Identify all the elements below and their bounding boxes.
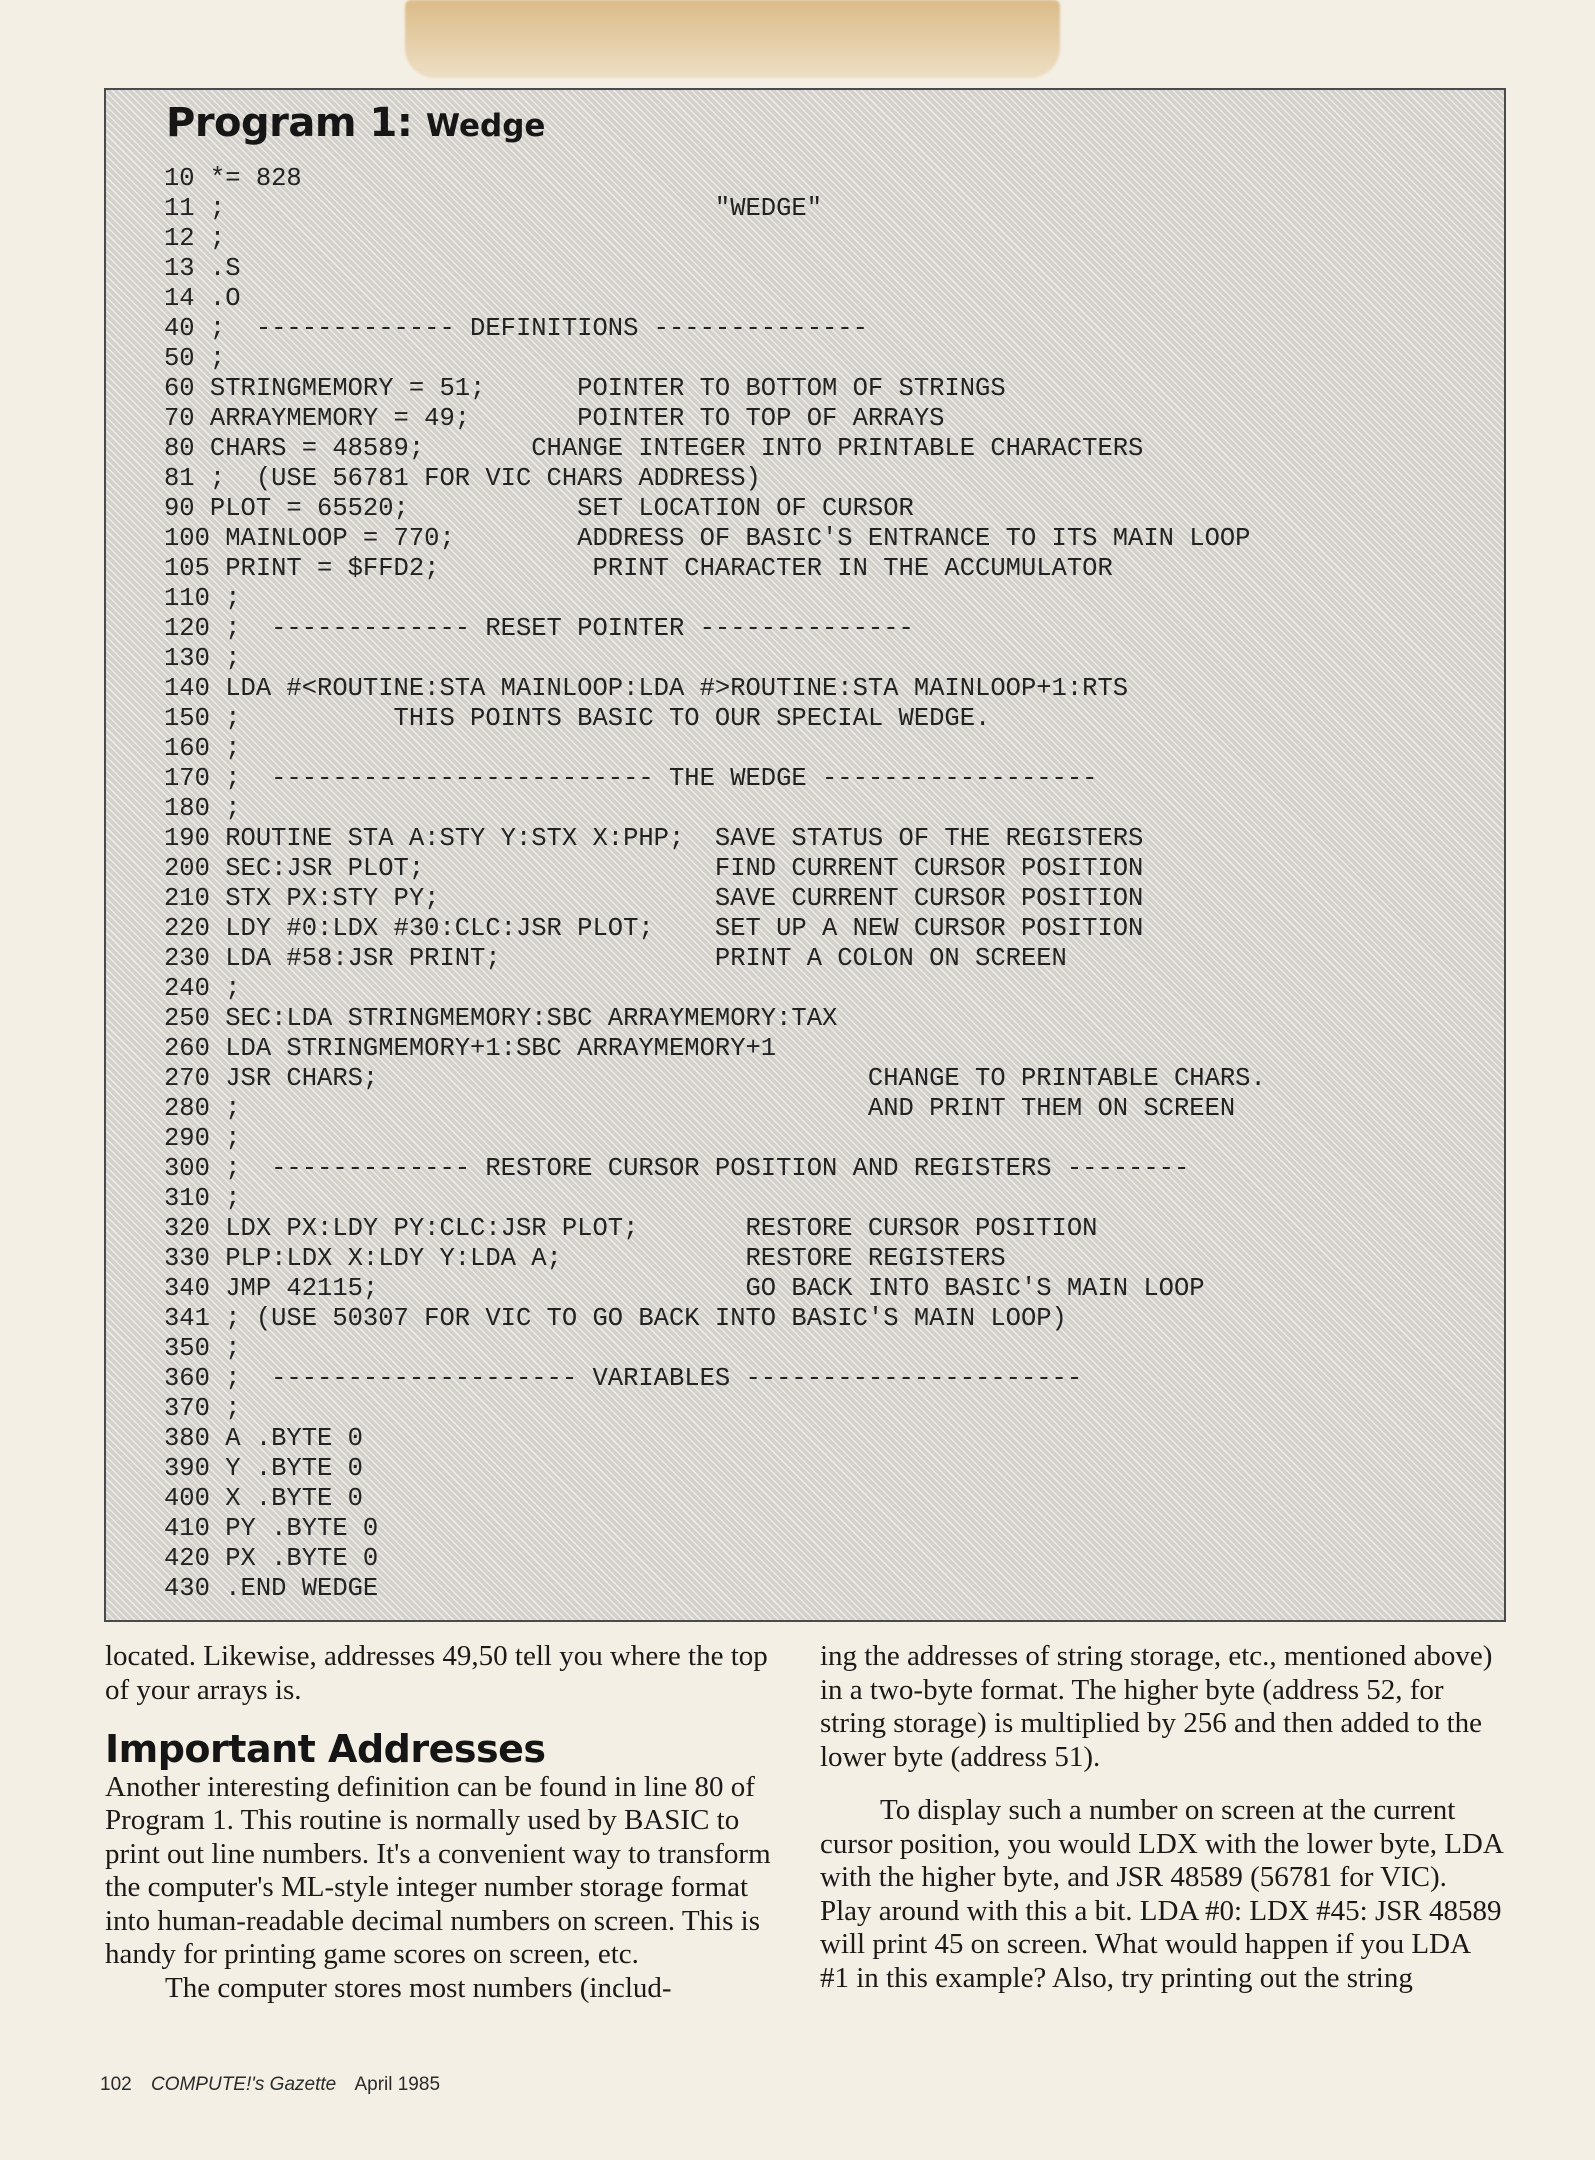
code-line: 400 X .BYTE 0 xyxy=(164,1484,363,1513)
code-line: 13 .S xyxy=(164,254,241,283)
code-line: 110 ; xyxy=(164,584,241,613)
page-number: 102 xyxy=(100,2074,132,2095)
code-line: 130 ; xyxy=(164,644,241,673)
code-line: 290 ; xyxy=(164,1124,241,1153)
code-line: 340 JMP 42115; GO BACK INTO BASIC'S MAIN LOOP xyxy=(164,1274,1205,1303)
code-line: 170 ; ------------------------- THE WEDGE ------------------ xyxy=(164,764,1098,793)
code-line: 280 ; AND PRINT THEM ON SCREEN xyxy=(164,1094,1236,1123)
code-line: 420 PX .BYTE 0 xyxy=(164,1544,379,1573)
code-line: 180 ; xyxy=(164,794,241,823)
code-line: 90 PLOT = 65520; SET LOCATION OF CURSOR xyxy=(164,494,914,523)
code-line: 81 ; (USE 56781 FOR VIC CHARS ADDRESS) xyxy=(164,464,761,493)
code-line: 350 ; xyxy=(164,1334,241,1363)
program-subtitle: Wedge xyxy=(425,108,546,144)
code-line: 390 Y .BYTE 0 xyxy=(164,1454,363,1483)
code-line: 105 PRINT = $FFD2; PRINT CHARACTER IN THE ACCUMULATOR xyxy=(164,554,1113,583)
code-line: 100 MAINLOOP = 770; ADDRESS OF BASIC'S ENTRANCE TO ITS MAIN LOOP xyxy=(164,524,1251,553)
code-line: 150 ; THIS POINTS BASIC TO OUR SPECIAL WEDGE. xyxy=(164,704,991,733)
code-line: 60 STRINGMEMORY = 51; POINTER TO BOTTOM OF STRINGS xyxy=(164,374,1006,403)
program-title-label: Program 1: xyxy=(166,100,413,146)
code-line: 210 STX PX:STY PY; SAVE CURRENT CURSOR POSITION xyxy=(164,884,1144,913)
code-line: 260 LDA STRINGMEMORY+1:SBC ARRAYMEMORY+1 xyxy=(164,1034,777,1063)
code-line: 200 SEC:JSR PLOT; FIND CURRENT CURSOR POSITION xyxy=(164,854,1144,883)
code-line: 250 SEC:LDA STRINGMEMORY:SBC ARRAYMEMORY:TAX xyxy=(164,1004,838,1033)
paragraph: ing the addresses of string storage, etc., mentioned above) in a two-byte format. The higher byte (address 52, for string storage) is multiplied by 256 and then added to the lower byte (address 51). xyxy=(820,1640,1493,1773)
page-footer xyxy=(100,2074,454,2096)
code-line: 14 .O xyxy=(164,284,241,313)
code-line: 70 ARRAYMEMORY = 49; POINTER TO TOP OF ARRAYS xyxy=(164,404,945,433)
paragraph: The computer stores most numbers (includ- xyxy=(165,1971,672,2004)
code-line: 310 ; xyxy=(164,1184,241,1213)
tape-shadow xyxy=(405,0,1060,78)
code-line: 40 ; ------------- DEFINITIONS -------------- xyxy=(164,314,868,343)
code-line: 300 ; ------------- RESTORE CURSOR POSITION AND REGISTERS -------- xyxy=(164,1154,1190,1183)
code-line: 190 ROUTINE STA A:STY Y:STX X:PHP; SAVE STATUS OF THE REGISTERS xyxy=(164,824,1144,853)
code-line: 430 .END WEDGE xyxy=(164,1574,379,1603)
code-line: 220 LDY #0:LDX #30:CLC:JSR PLOT; SET UP A NEW CURSOR POSITION xyxy=(164,914,1144,943)
code-line: 140 LDA #<ROUTINE:STA MAINLOOP:LDA #>ROUTINE:STA MAINLOOP+1:RTS xyxy=(164,674,1129,703)
section-heading: Important Addresses xyxy=(105,1727,546,1771)
left-column xyxy=(105,1640,790,2005)
paragraph: located. Likewise, addresses 49,50 tell you where the top of your arrays is. xyxy=(105,1640,768,1706)
code-line: 80 CHARS = 48589; CHANGE INTEGER INTO PRINTABLE CHARACTERS xyxy=(164,434,1144,463)
issue-date: April 1985 xyxy=(354,2074,441,2095)
code-line: 230 LDA #58:JSR PRINT; PRINT A COLON ON SCREEN xyxy=(164,944,1067,973)
code-line: 330 PLP:LDX X:LDY Y:LDA A; RESTORE REGISTERS xyxy=(164,1244,1006,1273)
magazine-name: COMPUTE!'s Gazette xyxy=(150,2074,337,2095)
code-listing xyxy=(164,164,1266,1604)
code-line: 320 LDX PX:LDY PY:CLC:JSR PLOT; RESTORE CURSOR POSITION xyxy=(164,1214,1098,1243)
code-line: 270 JSR CHARS; CHANGE TO PRINTABLE CHARS. xyxy=(164,1064,1266,1093)
code-line: 11 ; "WEDGE" xyxy=(164,194,823,223)
code-line: 341 ; (USE 50307 FOR VIC TO GO BACK INTO BASIC'S MAIN LOOP) xyxy=(164,1304,1067,1333)
code-line: 160 ; xyxy=(164,734,241,763)
code-line: 120 ; ------------- RESET POINTER -------------- xyxy=(164,614,914,643)
paragraph: To display such a number on screen at the current cursor position, you would LDX with the lower byte, LDA with the higher byte, and JSR 48589 (56781 for VIC). Play around with this a bit. LDA #0: LDX #45: JSR 48589 will print 45 on screen. What would happen if you LDA #1 in this example? Also, try printing out the string xyxy=(820,1794,1503,1994)
code-line: 380 A .BYTE 0 xyxy=(164,1424,363,1453)
code-line: 410 PY .BYTE 0 xyxy=(164,1514,379,1543)
code-line: 12 ; xyxy=(164,224,226,253)
code-line: 370 ; xyxy=(164,1394,241,1423)
code-line: 360 ; -------------------- VARIABLES ---------------------- xyxy=(164,1364,1083,1393)
program-listing-box xyxy=(104,88,1506,1622)
code-line: 50 ; xyxy=(164,344,226,373)
program-title xyxy=(166,100,545,146)
code-line: 10 *= 828 xyxy=(164,164,302,193)
right-column xyxy=(820,1640,1505,1995)
code-line: 240 ; xyxy=(164,974,241,1003)
paragraph: Another interesting definition can be found in line 80 of Program 1. This routine is normally used by BASIC to print out line numbers. It's a convenient way to transform the computer's ML-style integer number storage format into human-readable decimal numbers on screen. This is handy for printing game scores on screen, etc. xyxy=(105,1770,771,1970)
